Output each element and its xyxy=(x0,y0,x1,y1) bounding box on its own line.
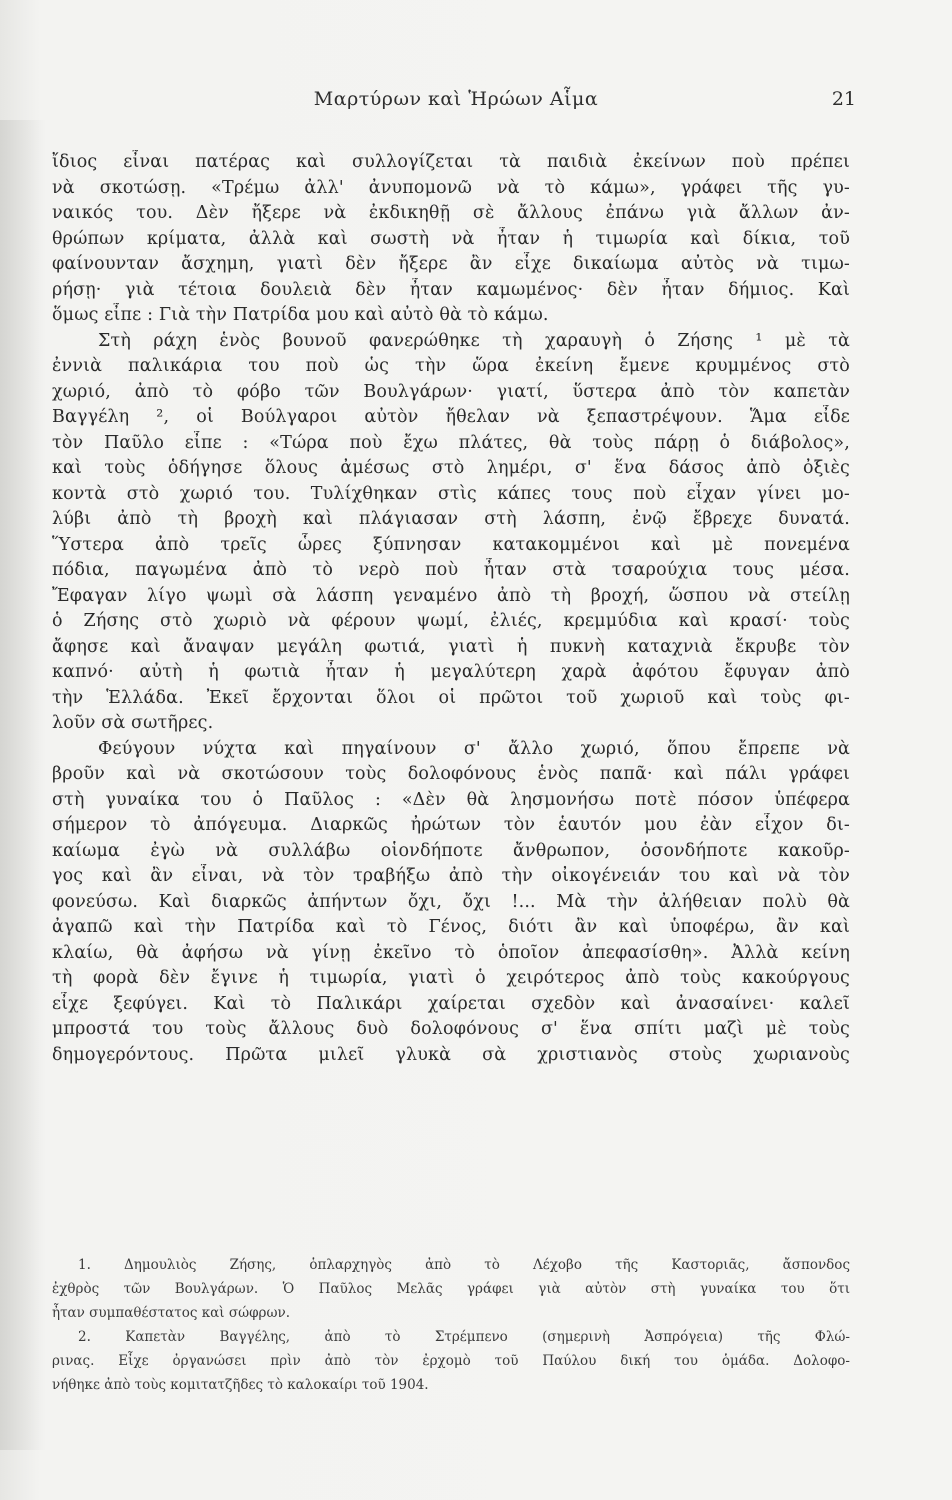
footnote-line: 1. Δημουλιὸς Ζήσης, ὁπλαρχηγὸς ἀπὸ τὸ Λέχοβο τῆς Καστοριᾶς, ἄσπονδος xyxy=(78,1257,850,1273)
text-line: χωριό, ἀπὸ τὸ φόβο τῶν Βουλγάρων· γιατί, ὕστερα ἀπὸ τὸν καπετὰν xyxy=(52,381,850,402)
text-line: σήμερον τὸ ἀπόγευμα. Διαρκῶς ἠρώτων τὸν ἑαυτόν μου ἐὰν εἶχον δι- xyxy=(52,815,850,835)
text-line: κλαίω, θὰ ἀφήσω νὰ γίνῃ ἐκεῖνο τὸ ὁποῖον ἀπεφασίσθη». Ἀλλὰ κείνη xyxy=(52,942,850,963)
footnote-line: ρινας. Εἶχε ὀργανώσει πρὶν ἀπὸ τὸν ἐρχομὸ τοῦ Παύλου δική του ὁμάδα. Δολοφο- xyxy=(52,1353,850,1369)
text-line: Φεύγουν νύχτα καὶ πηγαίνουν σ' ἄλλο χωριό, ὅπου ἔπρεπε νὰ xyxy=(98,738,850,759)
text-line: καὶ τοὺς ὁδήγησε ὅλους ἀμέσως στὸ λημέρι, σ' ἕνα δάσος ἀπὸ ὀξιὲς xyxy=(52,458,850,478)
text-line: ἄφησε καὶ ἄναψαν μεγάλη φωτιά, γιατὶ ἡ πυκνὴ καταχνιὰ ἔκρυβε τὸν xyxy=(52,636,850,657)
footnote-line: ἦταν συμπαθέστατος καὶ σώφρων. xyxy=(52,1305,290,1321)
text-line: δημογερόντους. Πρῶτα μιλεῖ γλυκὰ σὰ χριστιανὸς στοὺς χωριανοὺς xyxy=(52,1044,850,1065)
text-line: θρώπων κρίματα, ἀλλὰ καὶ σωστὴ νὰ ἦταν ἡ τιμωρία καὶ δίκια, τοῦ xyxy=(52,228,850,249)
text-line: φαίνουνταν ἄσχημη, γιατὶ δὲν ἤξερε ἂν εἶχε δικαίωμα αὐτὸς νὰ τιμω- xyxy=(52,254,850,274)
text-line: ἐννιὰ παλικάρια του ποὺ ὡς τὴν ὥρα ἐκείνη ἔμενε κρυμμένος στὸ xyxy=(52,356,850,376)
text-line: Βαγγέλη ², οἱ Βούλγαροι αὐτὸν ἤθελαν νὰ ξεπαστρέψουν. Ἅμα εἶδε xyxy=(52,407,850,427)
text-line: γος καὶ ἂν εἶναι, νὰ τὸν τραβήξω ἀπὸ τὴν οἰκογένειάν του καὶ νὰ τὸν xyxy=(52,866,850,886)
text-line: Ἔφαγαν λίγο ψωμὶ σὰ λάσπη γεναμένο ἀπὸ τὴ βροχή, ὥσπου νὰ στείλῃ xyxy=(52,585,850,606)
text-line: φονεύσω. Καὶ διαρκῶς ἀπήντων ὄχι, ὄχι !... Μὰ τὴν ἀλήθειαν πολὺ θὰ xyxy=(52,891,850,912)
text-line: νὰ σκοτώσῃ. «Τρέμω ἀλλ' ἀνυπομονῶ νὰ τὸ κάμω», γράφει τῆς γυ- xyxy=(52,177,850,198)
text-line: λοῦν σὰ σωτῆρες. xyxy=(52,713,214,733)
text-line: λύβι ἀπὸ τὴ βροχὴ καὶ πλάγιασαν στὴ λάσπη, ἐνῷ ἔβρεχε δυνατά. xyxy=(52,509,850,529)
text-line: τὴ φορὰ δὲν ἔγινε ἡ τιμωρία, γιατὶ ὁ χειρότερος ἀπὸ τοὺς κακούργους xyxy=(52,968,850,988)
page-gutter-shadow xyxy=(0,120,46,1450)
text-line: ὅμως εἶπε : Γιὰ τὴν Πατρίδα μου καὶ αὐτὸ θὰ τὸ κάμω. xyxy=(52,305,549,325)
text-line: τὸν Παῦλο εἶπε : «Τώρα ποὺ ἔχω πλάτες, θὰ τοὺς πάρῃ ὁ διάβολος», xyxy=(52,432,850,453)
text-line: ναικός του. Δὲν ἤξερε νὰ ἐκδικηθῇ σὲ ἄλλους ἐπάνω γιὰ ἄλλων ἀν- xyxy=(52,203,850,223)
page-number: 21 xyxy=(831,88,856,110)
footnote-line: ἐχθρὸς τῶν Βουλγάρων. Ὁ Παῦλος Μελᾶς γράφει γιὰ αὐτὸν στὴ γυναίκα του ὅτι xyxy=(52,1281,850,1297)
text-line: τὴν Ἑλλάδα. Ἐκεῖ ἔρχονται ὅλοι οἱ πρῶτοι τοῦ χωριοῦ καὶ τοὺς φι- xyxy=(52,687,850,708)
text-line: ὁ Ζήσης στὸ χωριὸ νὰ φέρουν ψωμί, ἐλιές, κρεμμύδια καὶ κρασί· τοὺς xyxy=(52,611,850,631)
text-line: ρήσῃ· γιὰ τέτοια δουλειὰ δὲν ἦταν καμωμένος· δὲν ἦταν δήμιος. Καὶ xyxy=(52,279,850,300)
text-line: καπνό· αὐτὴ ἡ φωτιὰ ἦταν ἡ μεγαλύτερη χαρὰ ἀφότου ἔφυγαν ἀπὸ xyxy=(52,662,850,682)
text-line: βροῦν καὶ νὰ σκοτώσουν τοὺς δολοφόνους ἑνὸς παπᾶ· καὶ πάλι γράφει xyxy=(52,764,850,784)
text-line: Στὴ ράχη ἑνὸς βουνοῦ φανερώθηκε τὴ χαραυγὴ ὁ Ζήσης ¹ μὲ τὰ xyxy=(98,330,850,351)
text-line: ἀγαπῶ καὶ τὴν Πατρίδα καὶ τὸ Γένος, διότι ἂν καὶ ὑποφέρω, ἂν καὶ xyxy=(52,917,850,937)
text-line: μπροστά του τοὺς ἄλλους δυὸ δολοφόνους σ' ἕνα σπίτι μαζὶ μὲ τοὺς xyxy=(52,1019,850,1039)
running-title: Μαρτύρων καὶ Ἡρώων Αἷμα xyxy=(313,88,599,110)
footnote-line: νήθηκε ἀπὸ τοὺς κομιτατζῆδες τὸ καλοκαίρι τοῦ 1904. xyxy=(52,1377,429,1393)
text-line: καίωμα ἐγὼ νὰ συλλάβω οἱονδήποτε ἄνθρωπον, ὁσονδήποτε κακοῦρ- xyxy=(52,840,850,861)
text-line: στὴ γυναίκα του ὁ Παῦλος : «Δὲν θὰ λησμονήσω ποτὲ πόσον ὑπέφερα xyxy=(52,789,850,810)
text-line: εἶχε ξεφύγει. Καὶ τὸ Παλικάρι χαίρεται σχεδὸν καὶ ἀνασαίνει· καλεῖ xyxy=(52,993,850,1014)
body-text xyxy=(52,150,850,1068)
footnote-line: 2. Καπετὰν Βαγγέλης, ἀπὸ τὸ Στρέμπενο (σημερινὴ Ἀσπρόγεια) τῆς Φλώ- xyxy=(78,1329,850,1345)
footnotes xyxy=(52,1253,850,1397)
page-header xyxy=(56,88,856,118)
text-line: πόδια, παγωμένα ἀπὸ τὸ νερὸ ποὺ ἦταν στὰ τσαρούχια τους μέσα. xyxy=(52,560,850,580)
text-line: ἴδιος εἶναι πατέρας καὶ συλλογίζεται τὰ παιδιὰ ἐκείνων ποὺ πρέπει xyxy=(52,152,850,172)
text-line: Ὕστερα ἀπὸ τρεῖς ὧρες ξύπνησαν κατακομμένοι καὶ μὲ πονεμένα xyxy=(52,534,850,555)
text-line: κοντὰ στὸ χωριό του. Τυλίχθηκαν στὶς κάπες τους ποὺ εἶχαν γίνει μο- xyxy=(52,483,850,504)
